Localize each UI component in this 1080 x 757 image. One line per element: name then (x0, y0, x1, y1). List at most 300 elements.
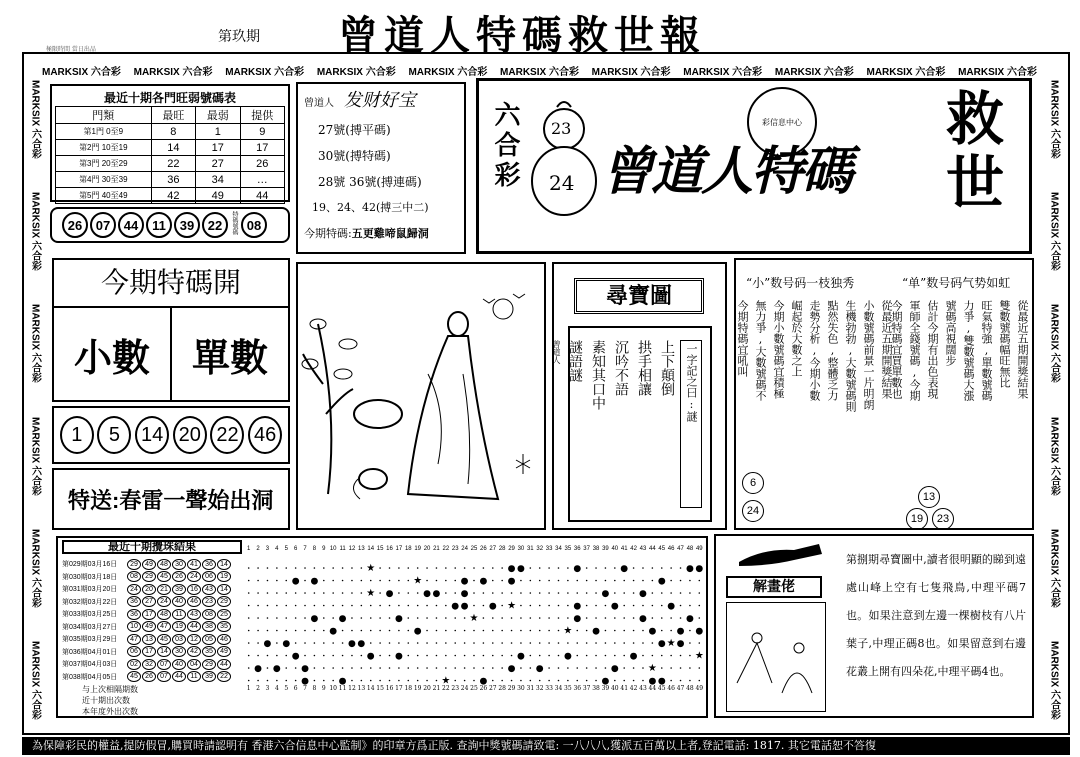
empty-dot (670, 567, 672, 569)
empty-dot (614, 592, 616, 594)
empty-dot (464, 642, 466, 644)
empty-dot (530, 605, 532, 607)
column-number: 4 (274, 685, 279, 692)
column-number: 19 (414, 546, 422, 552)
empty-dot (680, 567, 682, 569)
column-number: 11 (338, 685, 347, 692)
empty-dot (642, 605, 644, 607)
empty-dot (492, 592, 494, 594)
ball: 07 (90, 212, 116, 238)
hit-mark: ● (301, 664, 309, 674)
empty-dot (454, 630, 456, 632)
result-ball: 13 (142, 634, 156, 645)
empty-dot (454, 655, 456, 657)
footer-bar: 為保障彩民的權益,提防假冒,購買時請認明有 香港六合信息中心監制》的印章方爲正版. 查詢中獎號碼請致電: 一八八八,獲派五百萬以上者,登記電話: 1817. 其它電話恕不答復 (22, 737, 1070, 755)
hit-mark: ● (573, 601, 582, 612)
brand-mark: MARKSIX 六合彩 (42, 67, 121, 78)
column-number: 43 (639, 546, 647, 552)
ball: 20 (173, 416, 207, 454)
result-ball: 44 (172, 671, 186, 682)
empty-dot (699, 667, 701, 669)
empty-dot (407, 567, 409, 569)
empty-dot (483, 567, 485, 569)
brand-mark: MARKSIX 六合彩 (958, 67, 1037, 78)
empty-dot (285, 605, 287, 607)
column-number: 31 (526, 546, 534, 552)
column-number: 26 (479, 685, 488, 692)
empty-dot (689, 642, 691, 644)
brand-mark: MARKSIX 六合彩 (29, 416, 41, 496)
empty-dot (652, 605, 654, 607)
special-label: 今期特碼: (304, 227, 352, 240)
column-number: 24 (461, 546, 468, 552)
empty-dot (614, 655, 616, 657)
column-number: 6 (293, 685, 298, 692)
hit-mark: ● (648, 676, 657, 687)
empty-dot (623, 655, 625, 657)
column-number: 5 (284, 546, 288, 552)
empty-dot (398, 592, 400, 594)
empty-dot (670, 667, 672, 669)
empty-dot (483, 617, 485, 619)
ball: 24 (742, 500, 764, 522)
empty-dot (539, 605, 541, 607)
empty-dot (605, 617, 607, 619)
empty-dot (398, 667, 400, 669)
empty-dot (351, 605, 353, 607)
row-label: 第036期04月01日 (62, 648, 118, 656)
empty-dot (285, 580, 287, 582)
illustration-box (296, 262, 546, 530)
empty-dot (652, 592, 654, 594)
empty-dot (680, 617, 682, 619)
empty-dot (567, 667, 569, 669)
hit-mark: ● (460, 589, 469, 599)
column-number: 25 (470, 546, 478, 552)
empty-dot (501, 630, 503, 632)
result-ball: 49 (142, 621, 156, 632)
empty-dot (473, 642, 475, 644)
column-number: 2 (256, 685, 260, 692)
empty-dot (248, 617, 250, 619)
hit-mark: ● (291, 651, 300, 662)
hit-mark: ● (413, 626, 422, 637)
treasure-title: 尋寶圖 (574, 278, 704, 314)
empty-dot (267, 617, 269, 619)
result-ball: 40 (172, 596, 186, 607)
empty-dot (276, 642, 278, 644)
empty-dot (351, 567, 353, 569)
empty-dot (633, 680, 635, 682)
empty-dot (323, 655, 325, 657)
empty-dot (548, 667, 550, 669)
empty-dot (276, 580, 278, 582)
explain-text: 第捌期尋寶圖中,讀者很明顯的睇到遠處山峰上空有七隻飛鳥,中理平碼7也。如果注意到左邊一棵樹枝有八片葉子,中理正碼8也。如果留意到右邊花叢上開有四朵花,中理平碼4也。 (846, 553, 1026, 678)
empty-dot (576, 655, 578, 657)
empty-dot (567, 680, 569, 682)
empty-dot (257, 592, 259, 594)
empty-dot (379, 580, 381, 582)
empty-dot (417, 592, 419, 594)
empty-dot (576, 630, 578, 632)
hit-mark: ● (507, 564, 516, 574)
column-number: 10 (329, 685, 338, 692)
empty-dot (520, 680, 522, 682)
empty-dot (548, 617, 550, 619)
empty-dot (605, 605, 607, 607)
empty-dot (642, 630, 644, 632)
empty-dot (342, 667, 344, 669)
empty-dot (689, 655, 691, 657)
hit-mark: ● (507, 664, 516, 674)
empty-dot (520, 617, 522, 619)
result-ball: 24 (157, 596, 171, 607)
treasure-column: 素知其口中 (590, 340, 606, 410)
empty-dot (586, 642, 588, 644)
gourd-icon (527, 95, 601, 225)
empty-dot (389, 680, 391, 682)
empty-dot (426, 580, 428, 582)
empty-dot (379, 642, 381, 644)
result-ball: 46 (187, 596, 201, 607)
result-ball: 43 (187, 609, 201, 620)
result-ball: 44 (187, 621, 201, 632)
column-number: 32 (536, 546, 544, 552)
empty-dot (389, 567, 391, 569)
empty-dot (586, 592, 588, 594)
fortune-title: 发财好宝 (343, 90, 416, 111)
hit-mark: ● (563, 651, 572, 662)
empty-dot (417, 667, 419, 669)
empty-dot (614, 630, 616, 632)
table-row (62, 658, 242, 671)
empty-dot (652, 617, 654, 619)
empty-dot (454, 580, 456, 582)
column-number: 17 (395, 685, 403, 692)
empty-dot (614, 617, 616, 619)
hit-mark: ● (282, 639, 291, 649)
empty-dot (379, 667, 381, 669)
empty-dot (267, 580, 269, 582)
table-row: 第5門 40至49 42 49 44 (56, 188, 285, 204)
empty-dot (257, 655, 259, 657)
empty-dot (436, 642, 438, 644)
column-number: 29 (508, 546, 515, 552)
column-number: 32 (535, 685, 544, 692)
column-number: 24 (460, 685, 469, 692)
empty-dot (267, 567, 269, 569)
empty-dot (351, 580, 353, 582)
empty-dot (530, 592, 532, 594)
empty-dot (633, 567, 635, 569)
hit-mark: ● (488, 601, 497, 612)
empty-dot (699, 642, 701, 644)
strength-table (55, 106, 285, 204)
empty-dot (389, 617, 391, 619)
empty-dot (633, 630, 635, 632)
empty-dot (595, 667, 597, 669)
logo-big-title: 曾道人特碼 (601, 141, 852, 202)
ball: 6 (742, 472, 764, 494)
brand-mark: MARKSIX 六合彩 (29, 192, 41, 272)
empty-dot (436, 617, 438, 619)
empty-dot (558, 580, 560, 582)
empty-dot (417, 567, 419, 569)
empty-dot (670, 655, 672, 657)
column-number: 29 (507, 685, 516, 692)
empty-dot (539, 567, 541, 569)
result-ball: 11 (187, 671, 201, 682)
empty-dot (539, 580, 541, 582)
th-cold: 最弱 (196, 107, 240, 124)
hit-mark: ● (338, 676, 347, 687)
empty-dot (332, 655, 334, 657)
ball: 46 (248, 416, 282, 454)
empty-dot (473, 567, 475, 569)
analysis-column: 今期特碼宜吼叫 (736, 300, 749, 377)
empty-dot (323, 667, 325, 669)
hit-mark: ● (657, 639, 666, 649)
hit-mark: ● (329, 626, 338, 637)
row-label: 第030期03月18日 (62, 573, 118, 581)
analysis-column: 從最近五期開獎結果 (1016, 300, 1029, 399)
empty-dot (548, 630, 550, 632)
column-number: 49 (695, 546, 703, 552)
empty-dot (417, 655, 419, 657)
empty-dot (285, 592, 287, 594)
empty-dot (614, 642, 616, 644)
empty-dot (530, 655, 532, 657)
result-ball: 21 (157, 584, 171, 595)
ball: 08 (241, 212, 267, 238)
empty-dot (623, 667, 625, 669)
ball: 22 (202, 212, 228, 238)
empty-dot (633, 605, 635, 607)
empty-dot (436, 630, 438, 632)
empty-dot (370, 642, 372, 644)
row-label: 第035期03月29日 (62, 636, 118, 644)
empty-dot (605, 667, 607, 669)
empty-dot (342, 655, 344, 657)
empty-dot (539, 630, 541, 632)
empty-dot (586, 567, 588, 569)
row-label: 第034期03月27日 (62, 623, 118, 631)
column-number: 7 (303, 685, 307, 692)
empty-dot (351, 655, 353, 657)
empty-dot (248, 630, 250, 632)
empty-dot (670, 592, 672, 594)
empty-dot (436, 655, 438, 657)
empty-dot (445, 655, 447, 657)
result-ball: 43 (202, 584, 216, 595)
hit-mark: ● (639, 614, 647, 624)
empty-dot (558, 667, 560, 669)
empty-dot (661, 605, 663, 607)
empty-dot (445, 617, 447, 619)
open-title: 今期特碼開 (54, 260, 288, 308)
column-number: 15 (376, 685, 384, 692)
empty-dot (267, 605, 269, 607)
empty-dot (342, 605, 344, 607)
explain-title: 解畫佬 (726, 576, 822, 598)
empty-dot (267, 630, 269, 632)
result-ball: 08 (202, 609, 216, 620)
empty-dot (661, 667, 663, 669)
empty-dot (370, 630, 372, 632)
column-number: 41 (620, 685, 629, 692)
empty-dot (530, 580, 532, 582)
empty-dot (633, 617, 635, 619)
column-number: 37 (583, 546, 590, 552)
empty-dot (361, 592, 363, 594)
result-ball: 49 (217, 646, 231, 657)
empty-dot (407, 667, 409, 669)
empty-dot (492, 655, 494, 657)
empty-dot (492, 642, 494, 644)
empty-dot (605, 655, 607, 657)
column-number: 8 (312, 546, 317, 552)
empty-dot (520, 580, 522, 582)
result-ball: 45 (157, 571, 171, 582)
empty-dot (257, 617, 259, 619)
empty-dot (379, 617, 381, 619)
empty-dot (642, 655, 644, 657)
table-row: 第3門 20至29 22 27 26 (56, 156, 285, 172)
result-ball: 24 (187, 571, 201, 582)
empty-dot (304, 617, 306, 619)
empty-dot (445, 642, 447, 644)
result-ball: 14 (217, 559, 231, 570)
empty-dot (539, 655, 541, 657)
empty-dot (633, 580, 635, 582)
empty-dot (680, 680, 682, 682)
result-ball: 04 (187, 659, 201, 670)
table-row (62, 671, 242, 684)
empty-dot (407, 680, 409, 682)
result-ball: 06 (202, 571, 216, 582)
fortune-line: 28號 36號(搏連碼) (318, 175, 422, 189)
empty-dot (267, 592, 269, 594)
open-left: 小數 (54, 308, 172, 400)
empty-dot (539, 592, 541, 594)
column-number: 13 (358, 546, 365, 552)
empty-dot (539, 617, 541, 619)
empty-dot (332, 592, 334, 594)
empty-dot (417, 680, 419, 682)
empty-dot (530, 617, 532, 619)
explain-picture (726, 602, 826, 712)
special-mark: ★ (507, 600, 517, 612)
logo-seal: 彩信息中心 (747, 87, 817, 157)
empty-dot (248, 605, 250, 607)
result-ball: 29 (127, 559, 141, 570)
column-number: 11 (339, 546, 346, 552)
empty-dot (276, 567, 278, 569)
analysis-column: 軍師全錢號碼,今期 (908, 300, 921, 401)
th-hot: 最旺 (151, 107, 195, 124)
special-mark: ★ (694, 650, 704, 662)
empty-dot (483, 655, 485, 657)
empty-dot (314, 630, 316, 632)
empty-dot (558, 592, 560, 594)
empty-dot (351, 617, 353, 619)
empty-dot (304, 592, 306, 594)
empty-dot (633, 667, 635, 669)
empty-dot (389, 580, 391, 582)
result-ball: 14 (157, 646, 171, 657)
empty-dot (661, 617, 663, 619)
empty-dot (539, 680, 541, 682)
empty-dot (501, 592, 503, 594)
empty-dot (426, 655, 428, 657)
result-ball: 36 (127, 609, 141, 620)
column-number: 8 (312, 685, 317, 692)
footer-row: 与上次相隔期数 (82, 685, 138, 694)
column-number: 48 (686, 685, 694, 692)
empty-dot (426, 667, 428, 669)
analysis-column: 走勢分析,今期小數 (808, 300, 821, 401)
hit-mark: ● (507, 576, 516, 587)
column-number: 39 (602, 546, 609, 552)
empty-dot (530, 630, 532, 632)
column-number: 42 (629, 685, 638, 692)
hit-mark: ● (695, 564, 704, 574)
column-number: 46 (667, 685, 675, 692)
analysis-column: 點然失色,整體乏力 (826, 300, 839, 401)
empty-dot (332, 680, 334, 682)
empty-dot (652, 567, 654, 569)
result-ball: 22 (217, 671, 231, 682)
hit-mark: ● (460, 576, 469, 587)
hit-mark: ● (685, 564, 694, 574)
empty-dot (361, 580, 363, 582)
empty-dot (642, 580, 644, 582)
special-mark: ★ (469, 613, 479, 624)
brand-mark: MARKSIX 六合彩 (774, 67, 854, 78)
empty-dot (323, 617, 325, 619)
empty-dot (276, 630, 278, 632)
special-mark: ★ (647, 663, 657, 674)
treasure-scroll (552, 326, 712, 522)
column-number: 12 (348, 546, 356, 552)
hit-mark: ● (385, 589, 394, 599)
empty-dot (285, 630, 287, 632)
empty-dot (295, 605, 297, 607)
empty-dot (623, 642, 625, 644)
empty-dot (680, 592, 682, 594)
result-ball: 03 (172, 634, 186, 645)
table-row (62, 646, 242, 659)
empty-dot (623, 592, 625, 594)
empty-dot (633, 592, 635, 594)
ball: 44 (118, 212, 144, 238)
column-number: 49 (695, 685, 704, 692)
table-row: 第1門 0至9 8 1 9 (56, 124, 285, 140)
empty-dot (699, 580, 701, 582)
column-number: 35 (564, 546, 572, 552)
empty-dot (454, 667, 456, 669)
hit-mark: ● (338, 614, 347, 624)
empty-dot (248, 667, 250, 669)
empty-dot (576, 667, 578, 669)
empty-dot (501, 580, 503, 582)
empty-dot (530, 667, 532, 669)
empty-dot (295, 592, 297, 594)
strength-table-box (50, 84, 290, 202)
empty-dot (454, 617, 456, 619)
empty-dot (426, 605, 428, 607)
empty-dot (398, 642, 400, 644)
